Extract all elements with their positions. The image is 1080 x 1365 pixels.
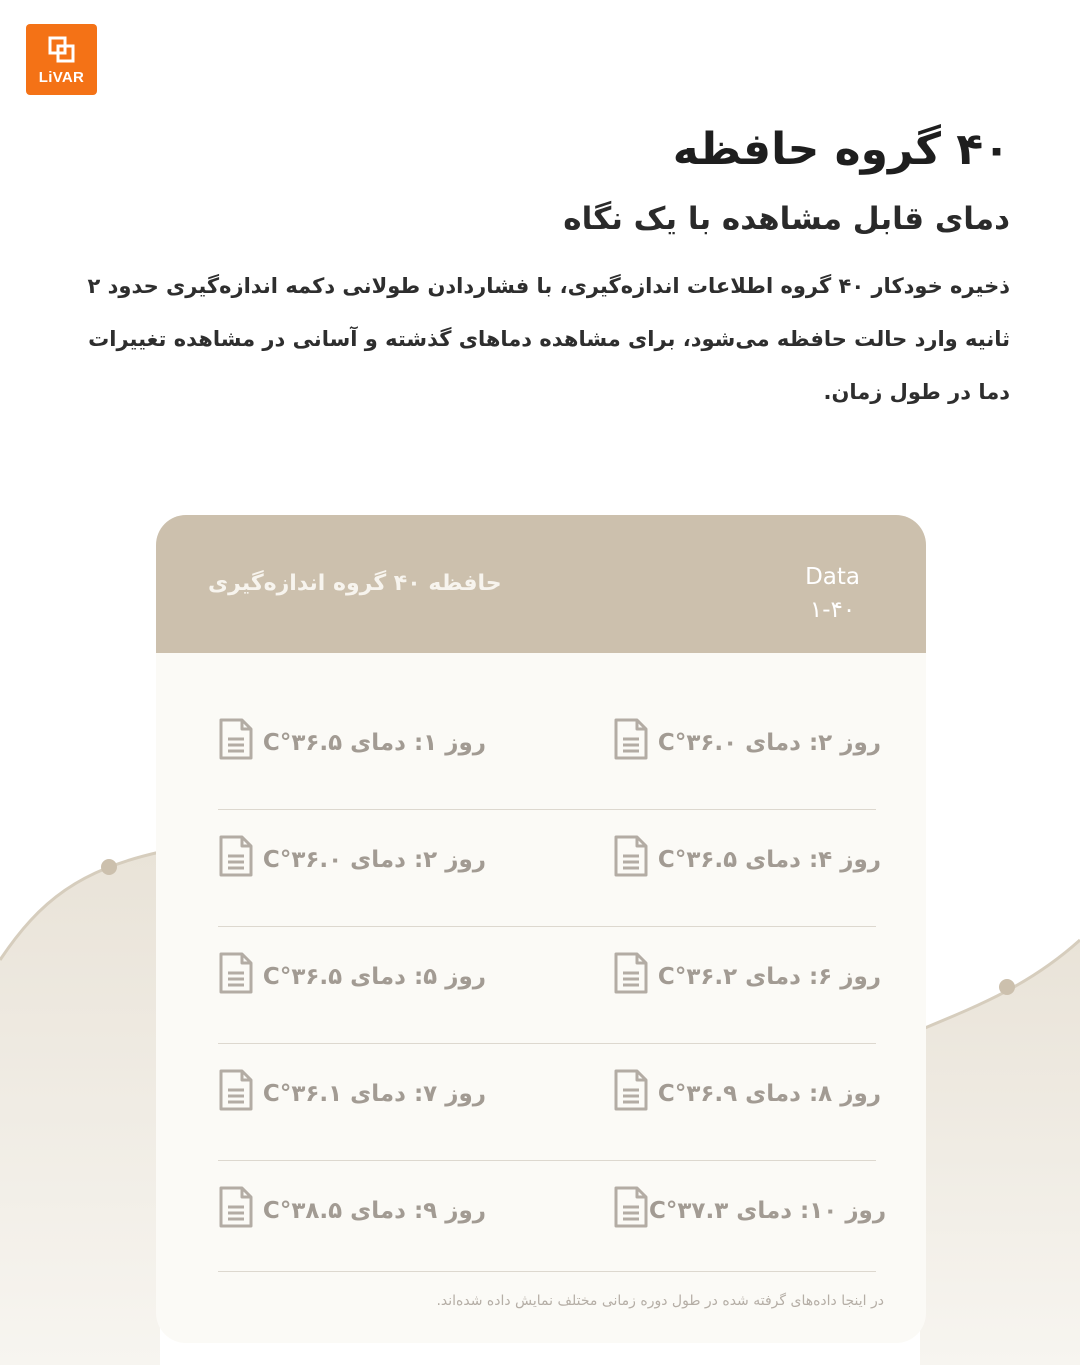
list-item[interactable] — [218, 1044, 488, 1144]
memory-entry: روز ۴: دمای ۳۶.۵°C — [657, 847, 881, 873]
list-item[interactable] — [218, 927, 488, 1027]
list-row — [218, 810, 881, 927]
memory-entry: روز ۲: دمای ۳۶.۰°C — [657, 730, 881, 756]
document-icon — [613, 1185, 649, 1229]
list-row — [218, 1161, 887, 1272]
document-icon — [218, 717, 254, 761]
document-icon — [218, 1185, 254, 1229]
memory-entry: روز ۹: دمای ۳۸.۵°C — [262, 1198, 486, 1224]
list-row — [218, 1044, 881, 1161]
document-icon — [613, 951, 649, 995]
wave-dot — [101, 859, 117, 875]
logo-text: LiVAR — [38, 69, 85, 86]
data-range: ۱-۴۰ — [809, 597, 856, 623]
memory-entry: روز ۶: دمای ۳۶.۲°C — [657, 964, 881, 990]
card-header-title: حافظه ۴۰ گروه اندازه‌گیری — [208, 571, 502, 596]
memory-entry: روز ۲: دمای ۳۶.۰°C — [262, 847, 486, 873]
memory-entry: روز ۱۰: دمای ۳۷.۳°C — [649, 1198, 887, 1224]
document-icon — [218, 951, 254, 995]
livar-logo — [26, 24, 97, 95]
document-icon — [613, 1068, 649, 1112]
memory-entry: روز ۷: دمای ۳۶.۱°C — [262, 1081, 486, 1107]
memory-entry: روز ۸: دمای ۳۶.۹°C — [657, 1081, 881, 1107]
document-icon — [613, 717, 649, 761]
page-description: ذخیره خودکار ۴۰ گروه اطلاعات اندازه‌گیری، با فشاردادن طولانی دکمه اندازه‌گیری حدود ۲ ثانیه وارد حالت حافظه می‌شود، برای مشاهده دماهای گذشته و آسانی در مشاهده تغییرات دما در طول زمان. — [87, 274, 1010, 404]
list-row — [218, 927, 881, 1044]
memory-entry: روز ۱: دمای ۳۶.۵°C — [262, 730, 486, 756]
card-header-data — [805, 561, 860, 627]
wave-dot — [999, 979, 1015, 995]
list-item[interactable] — [218, 693, 488, 793]
list-item[interactable] — [613, 693, 883, 793]
page-title: ۴۰ گروه حافظه — [672, 124, 1010, 175]
page-subtitle: دمای قابل مشاهده با یک نگاه — [563, 201, 1010, 237]
document-icon — [218, 834, 254, 878]
list-item[interactable] — [218, 810, 488, 910]
document-icon — [218, 1068, 254, 1112]
memory-list — [218, 693, 887, 1272]
logo-mark-icon — [47, 35, 77, 65]
list-item[interactable] — [218, 1161, 488, 1261]
document-icon — [613, 834, 649, 878]
card-header — [156, 515, 926, 653]
header — [60, 118, 1010, 419]
list-item[interactable] — [613, 927, 883, 1027]
list-item[interactable] — [613, 1044, 883, 1144]
list-item[interactable] — [613, 810, 883, 910]
memory-entry: روز ۵: دمای ۳۶.۵°C — [262, 964, 486, 990]
list-item[interactable] — [613, 1161, 887, 1261]
data-label: Data — [805, 564, 860, 590]
list-row — [218, 693, 881, 810]
memory-card — [156, 515, 926, 1343]
card-footnote: در اینجا داده‌های گرفته شده در طول دوره زمانی مختلف نمایش داده شده‌اند. — [436, 1293, 884, 1309]
